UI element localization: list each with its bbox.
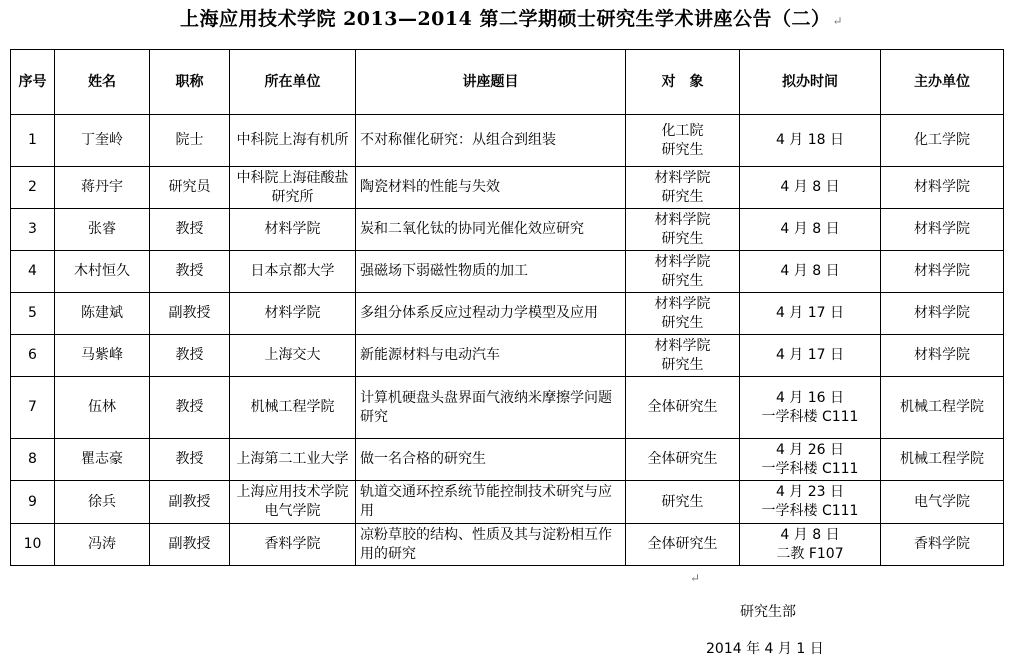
column-header-time: 拟办时间: [740, 50, 881, 115]
cell-topic: 炭和二氧化钛的协同光催化效应研究: [356, 209, 626, 251]
document-title: [0, 4, 1023, 31]
cell-host: 材料学院: [881, 167, 1004, 209]
cell-audience: 材料学院 研究生: [626, 167, 740, 209]
table-body: [11, 115, 1004, 566]
cell-title: 院士: [150, 115, 230, 167]
cell-topic: 凉粉草胶的结构、性质及其与淀粉相互作用的研究: [356, 524, 626, 566]
cell-title: 教授: [150, 251, 230, 293]
cell-no: 8: [11, 439, 55, 481]
table-row: [11, 335, 1004, 377]
cell-host: 材料学院: [881, 335, 1004, 377]
cell-no: 7: [11, 377, 55, 439]
cell-no: 10: [11, 524, 55, 566]
cell-unit: 香料学院: [230, 524, 356, 566]
cell-host: 化工学院: [881, 115, 1004, 167]
table-row: [11, 377, 1004, 439]
cell-no: 9: [11, 481, 55, 524]
cell-time: 4 月 8 日: [740, 251, 881, 293]
column-header-host: 主办单位: [881, 50, 1004, 115]
column-header-no: 序号: [11, 50, 55, 115]
cell-name: 徐兵: [55, 481, 150, 524]
cell-unit: 机械工程学院: [230, 377, 356, 439]
cell-topic: 新能源材料与电动汽车: [356, 335, 626, 377]
table-row: [11, 209, 1004, 251]
cell-unit: 日本京都大学: [230, 251, 356, 293]
cell-time: 4 月 17 日: [740, 293, 881, 335]
cell-host: 电气学院: [881, 481, 1004, 524]
cell-host: 机械工程学院: [881, 439, 1004, 481]
cell-audience: 材料学院 研究生: [626, 293, 740, 335]
cell-time: 4 月 16 日 一学科楼 C111: [740, 377, 881, 439]
cell-unit: 材料学院: [230, 209, 356, 251]
cell-no: 6: [11, 335, 55, 377]
cell-no: 1: [11, 115, 55, 167]
cell-unit: 中科院上海硅酸盐研究所: [230, 167, 356, 209]
cell-time: 4 月 26 日 一学科楼 C111: [740, 439, 881, 481]
cell-name: 马紫峰: [55, 335, 150, 377]
column-header-title: 职称: [150, 50, 230, 115]
cell-topic: 轨道交通环控系统节能控制技术研究与应用: [356, 481, 626, 524]
cell-no: 2: [11, 167, 55, 209]
cell-title: 副教授: [150, 293, 230, 335]
table-row: [11, 481, 1004, 524]
paragraph-mark-icon: ↵: [832, 14, 844, 28]
table-row: [11, 167, 1004, 209]
table-row: [11, 439, 1004, 481]
cell-topic: 多组分体系反应过程动力学模型及应用: [356, 293, 626, 335]
cell-title: 教授: [150, 377, 230, 439]
cell-audience: 研究生: [626, 481, 740, 524]
cell-time: 4 月 23 日 一学科楼 C111: [740, 481, 881, 524]
cell-audience: 全体研究生: [626, 524, 740, 566]
cell-no: 4: [11, 251, 55, 293]
cell-topic: 强磁场下弱磁性物质的加工: [356, 251, 626, 293]
cell-name: 伍林: [55, 377, 150, 439]
cell-no: 5: [11, 293, 55, 335]
cell-host: 香料学院: [881, 524, 1004, 566]
cell-topic: 做一名合格的研究生: [356, 439, 626, 481]
issuer: 研究生部: [740, 604, 796, 620]
cell-name: 张睿: [55, 209, 150, 251]
cell-name: 冯涛: [55, 524, 150, 566]
cell-topic: 不对称催化研究：从组合到组装: [356, 115, 626, 167]
cell-unit: 上海应用技术学院电气学院: [230, 481, 356, 524]
cell-host: 材料学院: [881, 251, 1004, 293]
cell-unit: 上海交大: [230, 335, 356, 377]
cell-no: 3: [11, 209, 55, 251]
cell-name: 木村恒久: [55, 251, 150, 293]
column-header-name: 姓名: [55, 50, 150, 115]
cell-time: 4 月 8 日: [740, 209, 881, 251]
cell-time: 4 月 17 日: [740, 335, 881, 377]
cell-audience: 全体研究生: [626, 439, 740, 481]
column-header-topic: 讲座题目: [356, 50, 626, 115]
cell-title: 研究员: [150, 167, 230, 209]
column-header-unit: 所在单位: [230, 50, 356, 115]
cell-time: 4 月 8 日: [740, 167, 881, 209]
table-header-row: [11, 50, 1004, 115]
cell-time: 4 月 18 日: [740, 115, 881, 167]
cell-host: 材料学院: [881, 209, 1004, 251]
cell-time: 4 月 8 日 二教 F107: [740, 524, 881, 566]
cell-unit: 中科院上海有机所: [230, 115, 356, 167]
cell-host: 机械工程学院: [881, 377, 1004, 439]
cell-name: 蒋丹宇: [55, 167, 150, 209]
cell-unit: 上海第二工业大学: [230, 439, 356, 481]
cell-name: 瞿志豪: [55, 439, 150, 481]
lecture-table: [10, 49, 1004, 566]
column-header-audience: 对 象: [626, 50, 740, 115]
table-row: [11, 115, 1004, 167]
title-text: 上海应用技术学院 2013—2014 第二学期硕士研究生学术讲座公告（二）: [179, 8, 831, 30]
issue-date: 2014 年 4 月 1 日: [706, 641, 824, 657]
cell-title: 教授: [150, 335, 230, 377]
cell-title: 副教授: [150, 524, 230, 566]
cell-name: 陈建斌: [55, 293, 150, 335]
cell-host: 材料学院: [881, 293, 1004, 335]
cell-name: 丁奎岭: [55, 115, 150, 167]
cell-topic: 陶瓷材料的性能与失效: [356, 167, 626, 209]
cell-audience: 材料学院 研究生: [626, 251, 740, 293]
cell-unit: 材料学院: [230, 293, 356, 335]
cell-title: 教授: [150, 209, 230, 251]
table-row: [11, 251, 1004, 293]
cell-title: 教授: [150, 439, 230, 481]
cell-audience: 材料学院 研究生: [626, 335, 740, 377]
paragraph-mark-icon: ↵: [690, 571, 701, 585]
table-row: [11, 293, 1004, 335]
cell-title: 副教授: [150, 481, 230, 524]
table-row: [11, 524, 1004, 566]
cell-topic: 计算机硬盘头盘界面气液纳米摩擦学问题研究: [356, 377, 626, 439]
cell-audience: 材料学院 研究生: [626, 209, 740, 251]
cell-audience: 全体研究生: [626, 377, 740, 439]
cell-audience: 化工院 研究生: [626, 115, 740, 167]
